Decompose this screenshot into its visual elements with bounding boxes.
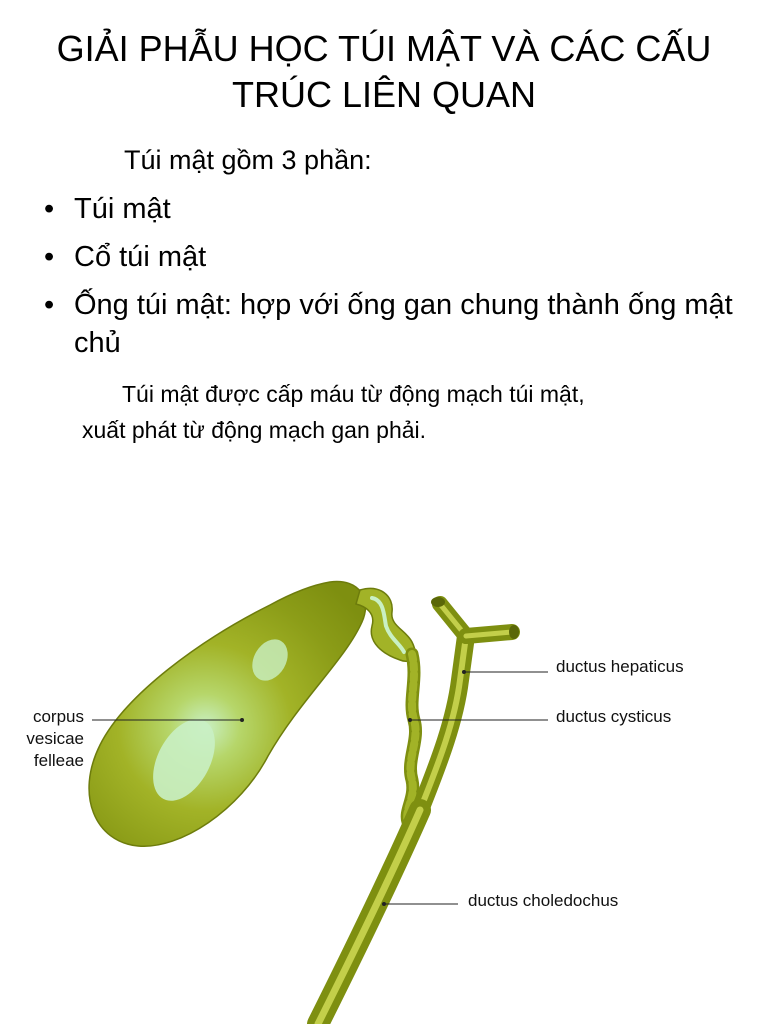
- bullet-text: Ống túi mật: hợp với ống gan chung thành ống mật chủ: [74, 289, 733, 359]
- gallbladder-diagram: [0, 560, 768, 1024]
- intro-text: Túi mật gồm 3 phần:: [124, 145, 372, 175]
- label-cysticus: ductus cysticus: [556, 707, 672, 726]
- bullet-text: Cổ túi mật: [74, 241, 207, 273]
- bullet-dot-icon: •: [44, 289, 55, 321]
- cystic-duct: [407, 654, 415, 822]
- bullet-item: [44, 190, 744, 228]
- common-bile-duct: [318, 810, 420, 1024]
- bullet-item: [44, 286, 744, 362]
- gallbladder-body: [89, 582, 365, 847]
- bullet-dot-icon: •: [44, 193, 55, 225]
- label-corpus-line-1: corpus: [32, 707, 84, 726]
- bullet-list: [44, 190, 744, 372]
- blood-supply-text: [82, 376, 722, 448]
- hepatic-duct: [420, 597, 519, 810]
- slide-title: GIẢI PHẪU HỌC TÚI MẬT VÀ CÁC CẤU TRÚC LIÊN QUAN: [56, 28, 712, 115]
- bullet-item: [44, 238, 744, 276]
- blood-supply-line-1: Túi mật được cấp máu từ động mạch túi mật,: [122, 381, 585, 407]
- label-corpus-line-3: felleae: [33, 751, 84, 770]
- label-choledochus: ductus choledochus: [468, 891, 619, 910]
- label-corpus-line-2: vesicae: [26, 729, 84, 748]
- gallbladder-neck: [356, 588, 415, 661]
- bullet-text: Túi mật: [74, 193, 171, 225]
- blood-supply-line-2: xuất phát từ động mạch gan phải.: [82, 417, 427, 443]
- label-hepaticus: ductus hepaticus: [556, 657, 684, 676]
- bullet-dot-icon: •: [44, 241, 55, 273]
